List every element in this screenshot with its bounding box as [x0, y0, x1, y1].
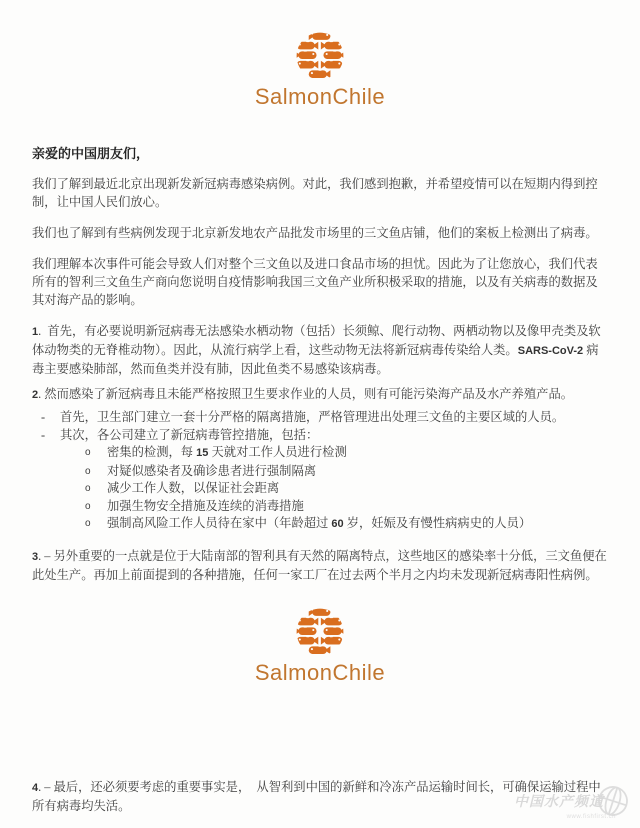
numbered-item-4: 4. – 最后，还必须要考虑的重要事实是， 从智利到中国的新鲜和冷冻产品运输时间长，可确保运输过程中所有病毒均失活。: [32, 779, 601, 813]
salmonchile-fish-circle-icon: [292, 30, 348, 82]
salmonchile-logo-top: [0, 0, 640, 110]
watermark-text: 中国水产频道: [514, 793, 604, 809]
salmonchile-wordmark: SalmonChile: [254, 659, 386, 685]
circle-bullet-marker: o: [85, 465, 91, 477]
paragraph-apology: 我们了解到最近北京出现新发新冠病毒感染病例。对此，我们感到抱歉，并希望疫情可以在短期内得到控制，让中国人民们放心。: [32, 177, 598, 209]
numbered-item-3: 3. – 另外重要的一点就是位于大陆南部的智利具有天然的隔离特点，这些地区的感染率十分低，三文鱼便在此处生产。再加上前面提到的各种措施，任何一家工厂在过去两个半月之内均未发现新冠病毒阳性病例。: [32, 548, 607, 582]
circle-bullet-marker: o: [85, 518, 91, 529]
list-item: o 强制高风险工作人员待在家中（年龄超过 60 岁，妊娠及有慢性病病史的人员）: [32, 515, 608, 534]
letter-body: [0, 143, 640, 815]
measures-list: [32, 408, 608, 534]
list-item: o 加强生物安全措施及连续的消毒措施: [32, 498, 608, 516]
list-item: o 密集的检测，每 15 天就对工作人员进行检测: [32, 444, 608, 463]
dash-bullet-marker: -: [41, 410, 46, 424]
paragraph-market-cases: 我们也了解到有些病例发现于北京新发地农产品批发市场里的三文鱼店铺，他们的案板上检测出了病毒。: [32, 226, 598, 240]
list-item: - 其次，各公司建立了新冠病毒管控措施，包括：: [41, 428, 319, 442]
circle-bullet-marker: o: [85, 500, 91, 512]
numbered-item-1: 1. 首先，有必要说明新冠病毒无法感染水栖动物（包括）长须鲸、爬行动物、两栖动物以及像甲壳类及软体动物类的无脊椎动物）。因此，从流行病学上看，这些动物无法将新冠病毒传染给人类。SARS-CoV-2 病毒主要感染肺部，然而鱼类并没有肺，因此鱼类不易感染该病毒。: [32, 324, 601, 376]
circle-bullet-marker: o: [85, 447, 91, 458]
watermark: [514, 784, 630, 820]
salmonchile-wordmark: SalmonChile: [254, 84, 386, 109]
salmonchile-logo-middle: [32, 606, 608, 686]
list-item: - 首先，卫生部门建立一套十分严格的隔离措施，严格管理进出处理三文鱼的主要区域的人员。: [41, 410, 565, 424]
list-item: o 减少工作人数，以保证社会距离: [32, 480, 608, 498]
watermark-url: www.fishfirst.cn: [566, 814, 616, 820]
list-item: o 对疑似感染者及确诊患者进行强制隔离: [32, 463, 608, 481]
dash-bullet-marker: -: [41, 428, 46, 442]
circle-bullet-marker: o: [85, 483, 91, 494]
greeting: 亲爱的中国朋友们，: [32, 146, 150, 161]
numbered-item-2: 2. 然而感染了新冠病毒且未能严格按照卫生要求作业的人员，则有可能污染海产品及水产养殖产品。: [32, 387, 574, 401]
salmonchile-fish-circle-icon: [291, 606, 349, 658]
paragraph-concern: 我们理解本次事件可能会导致人们对整个三文鱼以及进口食品市场的担忧。因此为了让您放心，我们代表所有的智利三文鱼生产商向您说明自疫情影响我国三文鱼产业所积极采取的措施，以及有关病毒的数据及其对海产品的影响。: [32, 257, 598, 307]
